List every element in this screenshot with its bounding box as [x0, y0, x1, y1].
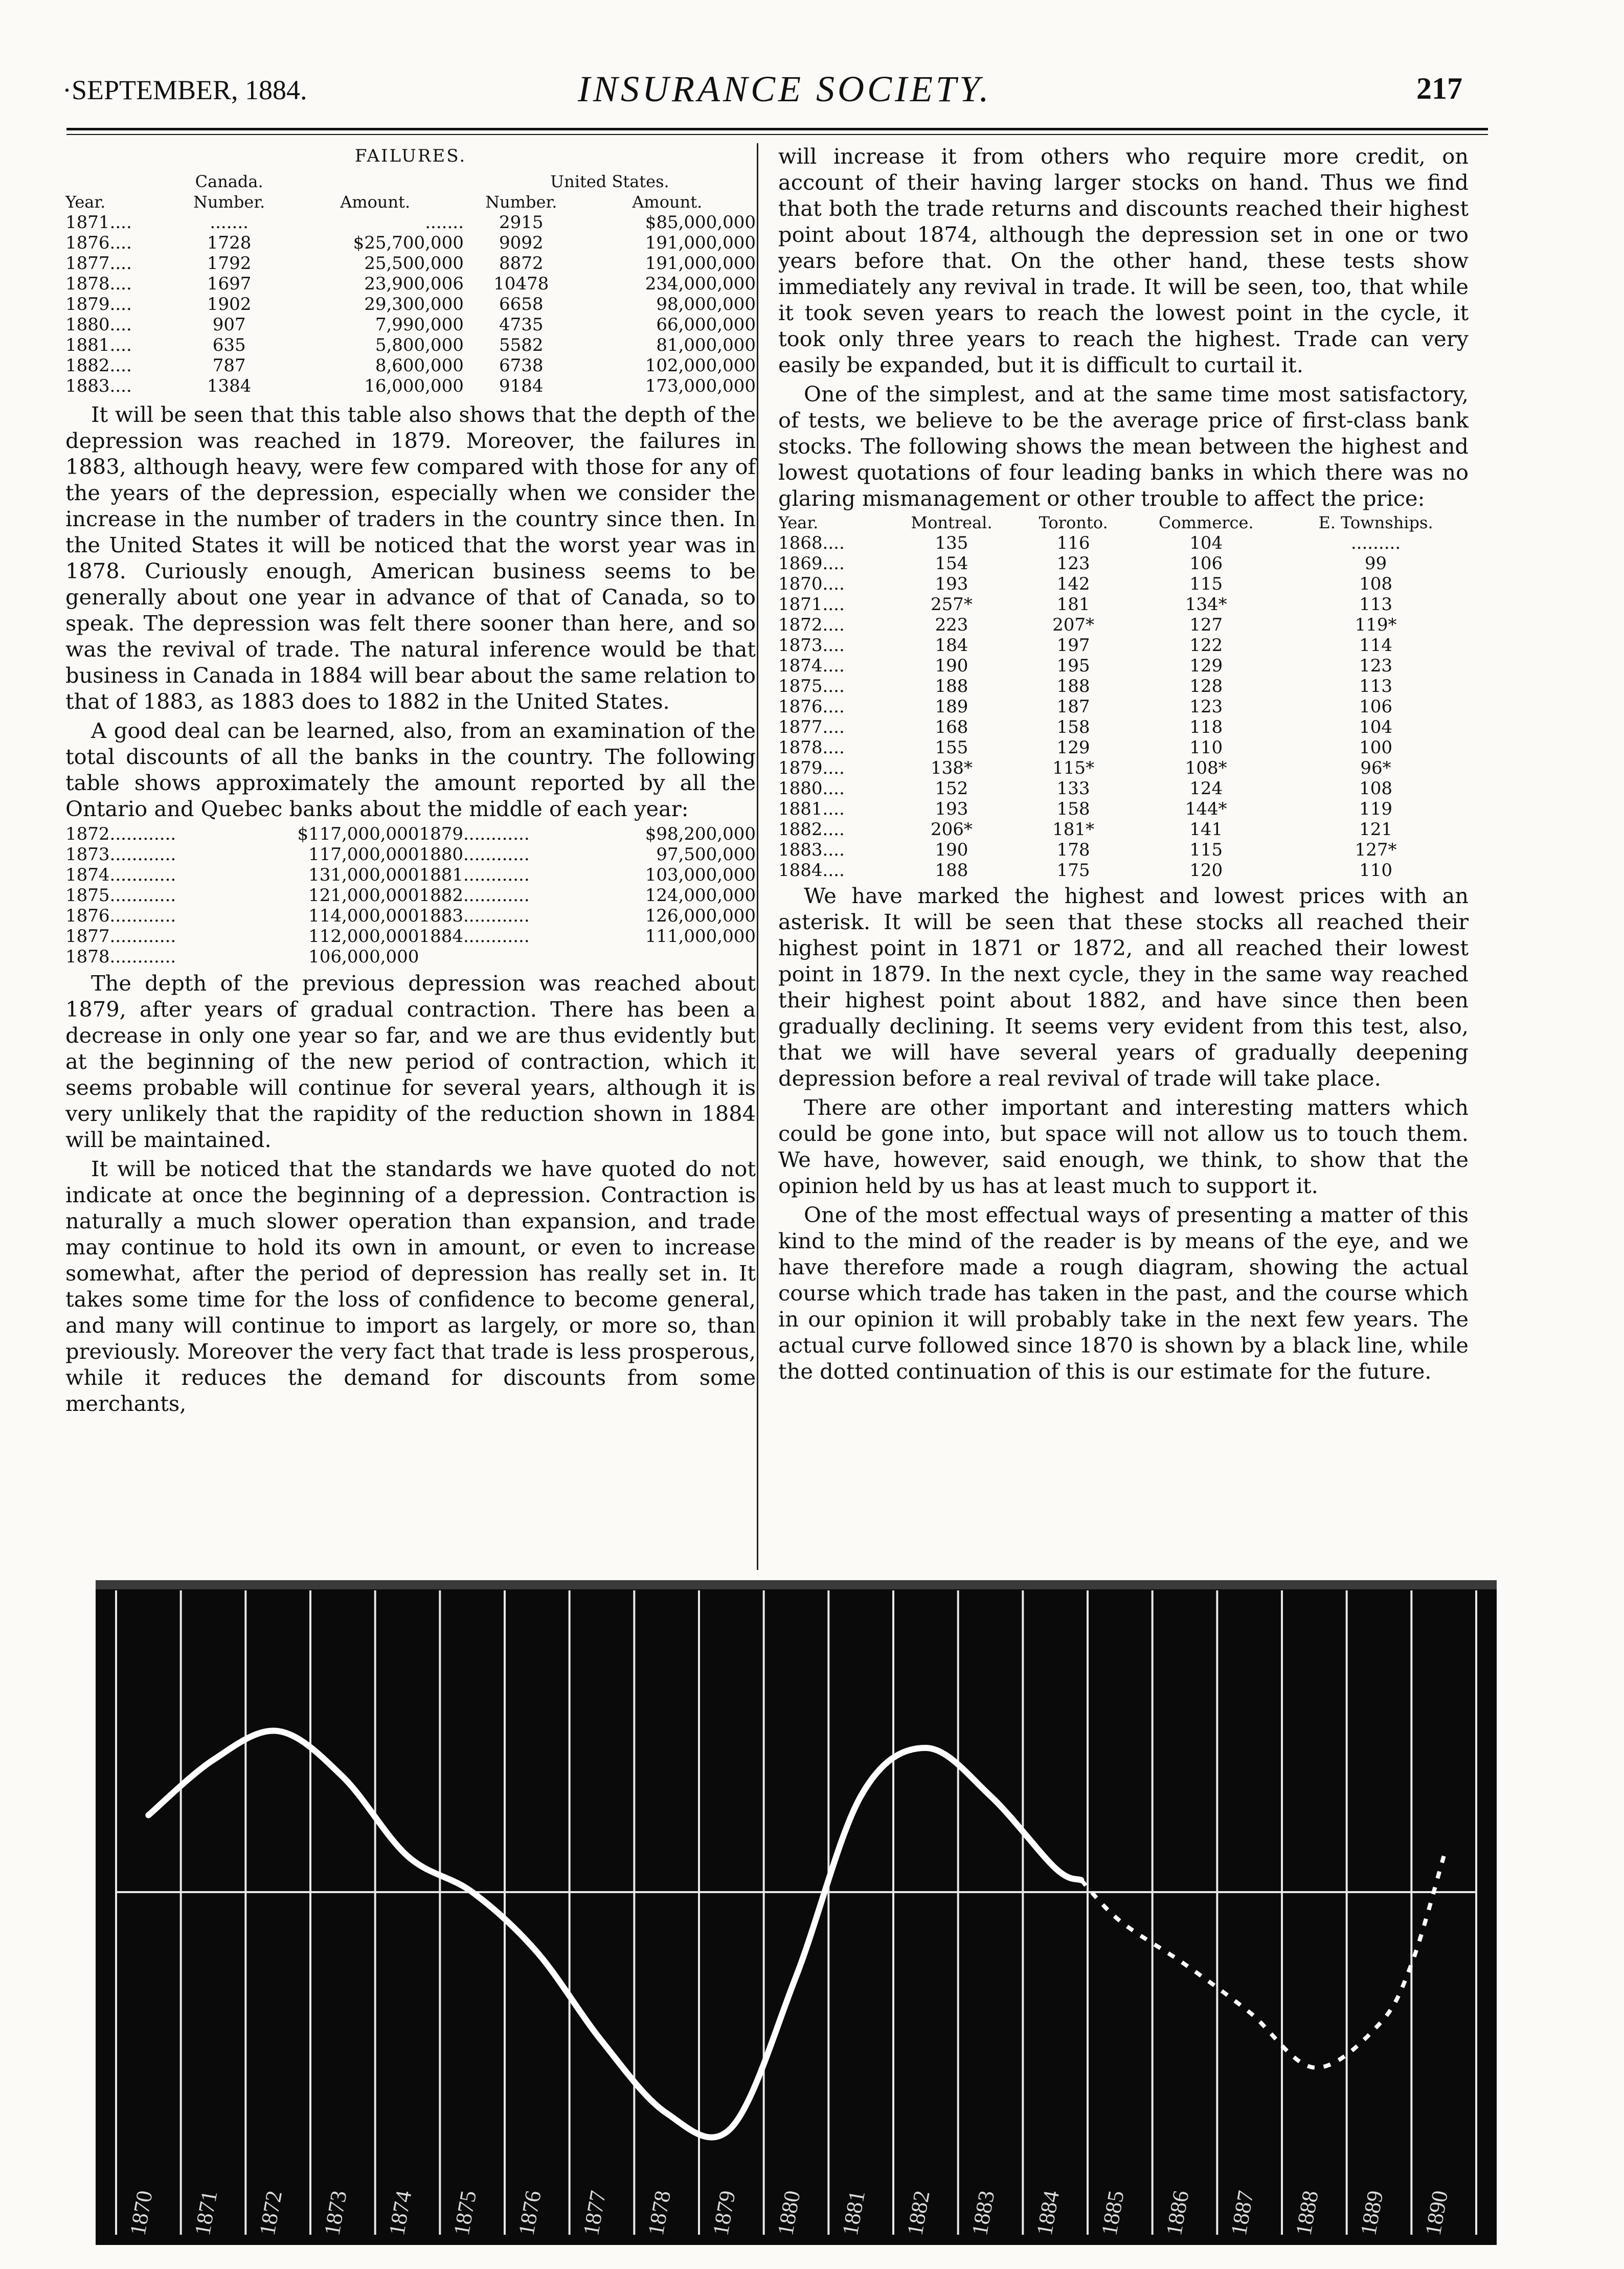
issue-date: ·SEPTEMBER, 1884. — [62, 75, 307, 105]
table-cell: 138* — [931, 758, 973, 778]
paragraph: It will be noticed that the standards we have quoted do not indicate at once the beginning of a depression. Contraction is naturally a much slower operation than expansion, and trade may continue to hold its own in amount, or even to increase somewhat, after the period of depression has really set in. It takes some time for the loss of confidence to become general, and many will continue to import as largely, or more so, than previously. Moreover the very fact that trade is less prosperous, while it reduces the demand for discounts from some merchants, — [65, 1156, 756, 1416]
table-cell: 104 — [1189, 533, 1223, 553]
bank-stocks-table — [778, 512, 1469, 881]
table-cell: 102,000,000 — [645, 355, 756, 376]
table-cell: 9184 — [499, 376, 544, 396]
table-cell: 1884............ — [419, 926, 530, 947]
table-cell: 126,000,000 — [645, 906, 756, 926]
table-cell: 119* — [1355, 615, 1397, 635]
table-cell: 118 — [1189, 717, 1223, 737]
stocks-row — [778, 778, 1469, 799]
table-cell: 6658 — [499, 294, 544, 314]
table-cell: 1877.... — [65, 253, 132, 274]
x-tick-label: 1877 — [578, 2188, 611, 2238]
table-cell: 223 — [935, 615, 968, 635]
stocks-row — [778, 676, 1469, 697]
page-number: 217 — [1416, 72, 1462, 105]
table-cell: 119 — [1359, 799, 1392, 819]
x-tick-label: 1870 — [125, 2188, 157, 2238]
table-cell: 1875.... — [778, 676, 845, 697]
table-cell: 1869.... — [778, 553, 845, 574]
table-cell: $117,000,000 — [297, 824, 419, 844]
table-cell: 116 — [1056, 533, 1090, 553]
x-tick-label: 1885 — [1096, 2188, 1129, 2238]
trade-cycle-diagram — [96, 1580, 1497, 2245]
x-tick-label: 1888 — [1291, 2188, 1323, 2238]
table-cell: 635 — [212, 335, 246, 355]
table-cell: 181* — [1052, 819, 1095, 840]
table-cell: 100 — [1359, 737, 1392, 758]
table-cell: 178 — [1056, 840, 1090, 860]
discounts-row — [65, 885, 756, 906]
table-cell: 1879.... — [778, 758, 845, 778]
stocks-row — [778, 717, 1469, 737]
failures-header-row: Year. Number. Amount. Number. Amount. — [65, 192, 703, 212]
table-cell: 1880.... — [65, 314, 132, 335]
failures-row — [65, 376, 756, 396]
failures-caption: FAILURES. — [354, 146, 467, 166]
discounts-row — [65, 947, 756, 967]
paragraph: One of the most effectual ways of presenting a matter of this kind to the mind of the reader is by means of the eye, and we have therefore made a rough diagram, showing the actual course which trade has taken in the past, and the course which in our opinion it will probably take in the next few years. The actual curve followed since 1870 is shown by a black line, while the dotted continuation of this is our estimate for the future. — [778, 1202, 1469, 1384]
paragraph: will increase it from others who require more credit, on account of their having larger stocks on hand. Thus we find that both the trade returns and discounts reached their highest point about 1874, although the depression set in one or two years before that. On the other hand, these tests show immediately any revival in trade. It will be seen, too, that while it took seven years to reach the lowest point in the cycle, it took only three years to reach the highest. Trade can very easily be expanded, but it is difficult to curtail it. — [778, 144, 1469, 377]
table-cell: 129 — [1056, 737, 1090, 758]
table-cell: 121 — [1359, 819, 1392, 840]
table-cell: 188 — [935, 860, 968, 881]
table-cell: 8872 — [499, 253, 544, 274]
table-cell: 181 — [1056, 594, 1090, 615]
table-cell: 1881.... — [65, 335, 132, 355]
right-column — [778, 143, 1469, 1384]
stocks-row — [778, 697, 1469, 717]
table-cell: 1881............ — [419, 865, 530, 885]
table-cell: 1875............ — [65, 885, 176, 906]
x-tick-label: 1879 — [708, 2188, 740, 2238]
table-cell: 1880............ — [419, 844, 530, 865]
table-cell: 122 — [1189, 635, 1223, 656]
table-cell: 10478 — [493, 274, 549, 294]
table-cell: 1882.... — [65, 355, 132, 376]
table-cell: 188 — [1056, 676, 1090, 697]
table-cell: 81,000,000 — [656, 335, 756, 355]
table-cell: 184 — [935, 635, 968, 656]
column-separator — [757, 143, 758, 1570]
x-tick-label: 1872 — [254, 2188, 287, 2238]
table-cell: 2915 — [499, 212, 544, 233]
table-cell: 1876.... — [778, 697, 845, 717]
table-cell: 152 — [935, 778, 968, 799]
canada-group-header: Canada. — [195, 172, 263, 191]
header-rule-thin — [66, 134, 1488, 135]
stocks-row — [778, 819, 1469, 840]
table-cell: 1872............ — [65, 824, 176, 844]
table-cell: 25,500,000 — [364, 253, 464, 274]
x-tick-label: 1882 — [902, 2188, 935, 2238]
chart-background — [96, 1580, 1497, 2245]
table-cell: 99 — [1364, 553, 1387, 574]
table-cell: 197 — [1056, 635, 1090, 656]
table-cell: 113 — [1359, 676, 1392, 697]
failures-table — [65, 171, 756, 396]
table-cell: 123 — [1056, 553, 1090, 574]
header-rule — [66, 128, 1488, 130]
table-cell: $85,000,000 — [645, 212, 756, 233]
table-cell: 188 — [935, 676, 968, 697]
failures-row — [65, 294, 756, 314]
stocks-row — [778, 635, 1469, 656]
table-cell: 193 — [935, 574, 968, 594]
table-cell: 158 — [1056, 717, 1090, 737]
failures-row — [65, 274, 756, 294]
table-cell: 190 — [935, 656, 968, 676]
stocks-row — [778, 799, 1469, 819]
table-cell: 103,000,000 — [645, 865, 756, 885]
table-cell: 23,900,006 — [364, 274, 464, 294]
table-cell: 97,500,000 — [656, 844, 756, 865]
table-cell: 124,000,000 — [645, 885, 756, 906]
table-cell — [419, 947, 587, 967]
table-cell: 907 — [212, 314, 246, 335]
table-cell: 9092 — [499, 233, 544, 253]
stocks-row — [778, 533, 1469, 553]
table-cell: ....... — [210, 212, 249, 233]
paragraph: A good deal can be learned, also, from an examination of the total discounts of all the banks in the country. The following table shows approximately the amount reported by all the Ontario and Quebec banks about the middle of each year: — [65, 718, 756, 821]
table-cell: 108 — [1359, 778, 1392, 799]
table-cell: 1878.... — [778, 737, 845, 758]
table-cell: 127* — [1355, 840, 1397, 860]
table-cell: 115* — [1052, 758, 1095, 778]
table-cell: 1880.... — [778, 778, 845, 799]
table-cell: 190 — [935, 840, 968, 860]
discounts-row — [65, 865, 756, 885]
table-cell: 115 — [1189, 574, 1223, 594]
table-cell: 1870.... — [778, 574, 845, 594]
table-cell: 1884.... — [778, 860, 845, 881]
us-group-header: United States. — [550, 172, 669, 191]
table-cell: 5,800,000 — [375, 335, 464, 355]
stocks-row — [778, 758, 1469, 778]
x-tick-label: 1890 — [1420, 2188, 1453, 2238]
table-cell: 189 — [935, 697, 968, 717]
table-cell: 1882............ — [419, 885, 530, 906]
table-cell: 114,000,000 — [308, 906, 419, 926]
stocks-header-row: Year. Montreal. Toronto. Commerce. E. Townships. — [778, 513, 1433, 532]
stocks-row — [778, 553, 1469, 574]
table-cell: 123 — [1359, 656, 1392, 676]
stocks-row — [778, 594, 1469, 615]
paragraph: There are other important and interesting matters which could be gone into, but space will not allow us to touch them. We have, however, said enough, we think, to show that the opinion held by us has at least much to support it. — [778, 1095, 1469, 1198]
table-cell: 1881.... — [778, 799, 845, 819]
table-cell: 134* — [1185, 594, 1227, 615]
failures-row — [65, 314, 756, 335]
table-cell: 1883............ — [419, 906, 530, 926]
table-cell: 1872.... — [778, 615, 845, 635]
paragraph: One of the simplest, and at the same time most satisfactory, of tests, we believe to be the average price of first-class bank stocks. The following shows the mean between the highest and lowest quotations of four leading banks in which there was no glaring mismanagement or other trouble to affect the price: — [778, 381, 1469, 511]
table-cell: 106,000,000 — [308, 947, 419, 967]
stocks-row — [778, 860, 1469, 881]
table-cell: 155 — [935, 737, 968, 758]
table-cell: 187 — [1056, 697, 1090, 717]
table-cell: ......... — [1350, 533, 1401, 553]
table-cell: 168 — [935, 717, 968, 737]
table-cell: 195 — [1056, 656, 1090, 676]
table-cell: 135 — [935, 533, 968, 553]
x-tick-label: 1883 — [966, 2188, 1000, 2238]
x-tick-label: 1889 — [1355, 2188, 1388, 2238]
table-cell: 1728 — [207, 233, 252, 253]
table-cell: 1878.... — [65, 274, 132, 294]
table-cell: $98,200,000 — [645, 824, 756, 844]
stocks-row — [778, 615, 1469, 635]
table-cell: 111,000,000 — [645, 926, 756, 947]
table-cell: 123 — [1189, 697, 1223, 717]
stocks-row — [778, 840, 1469, 860]
failures-row — [65, 212, 756, 233]
stocks-row — [778, 574, 1469, 594]
table-cell: 66,000,000 — [656, 314, 756, 335]
table-cell: 128 — [1189, 676, 1223, 697]
table-cell: 141 — [1189, 819, 1223, 840]
table-cell: 1873............ — [65, 844, 176, 865]
failures-row — [65, 253, 756, 274]
table-cell: 1871.... — [778, 594, 845, 615]
table-cell: 207* — [1052, 615, 1095, 635]
discounts-row — [65, 906, 756, 926]
table-cell: 131,000,000 — [308, 865, 419, 885]
table-cell: 1871.... — [65, 212, 132, 233]
table-cell: 106 — [1359, 697, 1392, 717]
table-cell: 29,300,000 — [364, 294, 464, 314]
table-cell: 16,000,000 — [364, 376, 464, 396]
table-cell: 108* — [1185, 758, 1227, 778]
table-cell: 104 — [1359, 717, 1392, 737]
table-cell: 96* — [1360, 758, 1391, 778]
left-column — [65, 143, 756, 1417]
x-tick-label: 1880 — [772, 2188, 805, 2238]
table-cell: 1902 — [207, 294, 252, 314]
table-cell: 142 — [1056, 574, 1090, 594]
table-cell: 5582 — [499, 335, 544, 355]
table-cell: 1877.... — [778, 717, 845, 737]
table-cell: 106 — [1189, 553, 1223, 574]
table-cell: 108 — [1359, 574, 1392, 594]
table-cell: 6738 — [499, 355, 544, 376]
table-cell: 98,000,000 — [656, 294, 756, 314]
failures-row — [65, 355, 756, 376]
paragraph: We have marked the highest and lowest prices with an asterisk. It will be seen that these stocks all reached their highest point in 1871 or 1872, and all reached their lowest point in 1879. In the next cycle, they in the same way reached their highest point about 1882, and have since then been gradually declining. It seems very evident from this test, also, that we will have several years of gradually deepening depression before a real revival of trade will take place. — [778, 883, 1469, 1091]
table-cell: 1876............ — [65, 906, 176, 926]
x-tick-label: 1887 — [1226, 2188, 1259, 2238]
discounts-row — [65, 926, 756, 947]
table-cell: 1792 — [207, 253, 252, 274]
table-cell: 175 — [1056, 860, 1090, 881]
table-cell: 191,000,000 — [645, 253, 756, 274]
table-cell: 121,000,000 — [308, 885, 419, 906]
table-cell: 1882.... — [778, 819, 845, 840]
table-cell: 1868.... — [778, 533, 845, 553]
table-cell: 115 — [1189, 840, 1223, 860]
table-cell: 1879............ — [419, 824, 530, 844]
table-cell: 110 — [1359, 860, 1392, 881]
x-tick-label: 1886 — [1161, 2188, 1194, 2238]
table-cell: 117,000,000 — [308, 844, 419, 865]
table-cell: 1874............ — [65, 865, 176, 885]
table-cell: 154 — [935, 553, 968, 574]
x-tick-label: 1881 — [837, 2188, 870, 2238]
discounts-row — [65, 844, 756, 865]
stocks-row — [778, 737, 1469, 758]
table-cell — [588, 947, 756, 967]
table-cell: 193 — [935, 799, 968, 819]
table-cell: 4735 — [499, 314, 544, 335]
x-tick-label: 1878 — [643, 2188, 676, 2238]
trade-cycle-svg — [96, 1580, 1497, 2245]
failures-row — [65, 233, 756, 253]
table-cell: 124 — [1189, 778, 1223, 799]
table-cell: 191,000,000 — [645, 233, 756, 253]
x-tick-label: 1874 — [384, 2188, 417, 2238]
table-cell: 234,000,000 — [645, 274, 756, 294]
table-cell: 1883.... — [778, 840, 845, 860]
table-cell: 120 — [1189, 860, 1223, 881]
paragraph: The depth of the previous depression was reached about 1879, after years of gradual contraction. There has been a decrease in only one year so far, and we are thus evidently but at the beginning of the new period of contraction, which it seems probable will continue for several years, although it is very unlikely that the rapidity of the reduction shown in 1884 will be maintained. — [65, 971, 756, 1152]
paragraph: It will be seen that this table also shows that the depth of the depression was reached in 1879. Moreover, the failures in 1883, although heavy, were few compared with those for any of the years of the depression, especially when we consider the increase in the number of traders in the country since then. In the United States it will be noticed that the worst year was in 1878. Curiously enough, American business seems to be generally about one year in advance of that of Canada, so to speak. The depression was felt there sooner than here, and so was the revival of trade. The natural inference would be that business in Canada in 1884 will bear about the same relation to that of 1883, as 1883 does to 1882 in the United States. — [65, 402, 756, 714]
table-cell: 133 — [1056, 778, 1090, 799]
chart-top-band — [96, 1580, 1497, 1589]
table-cell: 1878............ — [65, 947, 176, 967]
table-cell: 1874.... — [778, 656, 845, 676]
table-cell: 173,000,000 — [645, 376, 756, 396]
table-cell: 8,600,000 — [375, 355, 464, 376]
table-cell: 110 — [1189, 737, 1223, 758]
x-tick-label: 1875 — [448, 2188, 482, 2238]
table-cell: 158 — [1056, 799, 1090, 819]
table-cell: 112,000,000 — [308, 926, 419, 947]
table-cell: 257* — [931, 594, 973, 615]
discounts-table — [65, 824, 756, 967]
discounts-row — [65, 824, 756, 844]
failures-row — [65, 335, 756, 355]
table-cell: 127 — [1189, 615, 1223, 635]
table-cell: 1879.... — [65, 294, 132, 314]
table-cell: 1697 — [207, 274, 252, 294]
x-tick-label: 1871 — [189, 2188, 222, 2238]
table-cell: 144* — [1185, 799, 1227, 819]
x-tick-label: 1873 — [319, 2188, 352, 2238]
table-cell: ....... — [425, 212, 464, 233]
table-cell: 1883.... — [65, 376, 132, 396]
table-cell: 1873.... — [778, 635, 845, 656]
x-tick-label: 1884 — [1031, 2188, 1065, 2238]
journal-title: INSURANCE SOCIETY. — [578, 69, 992, 109]
table-cell: 787 — [212, 355, 246, 376]
table-cell: 113 — [1359, 594, 1392, 615]
table-cell: 1877............ — [65, 926, 176, 947]
table-cell: 1384 — [207, 376, 252, 396]
running-header — [0, 69, 1624, 130]
x-tick-label: 1876 — [513, 2188, 546, 2238]
table-cell: 1876.... — [65, 233, 132, 253]
table-cell: 7,990,000 — [375, 314, 464, 335]
stocks-row — [778, 656, 1469, 676]
table-cell: 114 — [1359, 635, 1392, 656]
table-cell: $25,700,000 — [353, 233, 464, 253]
table-cell: 129 — [1189, 656, 1223, 676]
table-cell: 206* — [931, 819, 973, 840]
